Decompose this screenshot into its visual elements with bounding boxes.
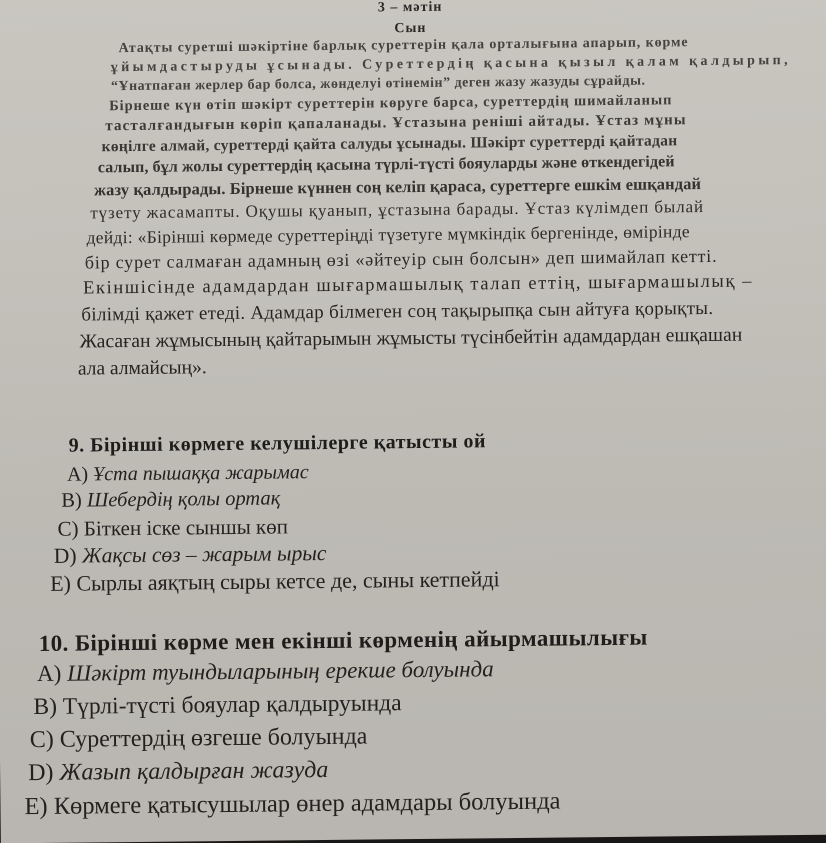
option-text: Жақсы сөз – жарым ырыс bbox=[81, 540, 327, 568]
passage-line: тасталғандығын көріп қапаланады. Ұстазына реніші айтады. Ұстаз мұны bbox=[105, 112, 687, 135]
passage-line: Бірнеше күн өтіп шәкірт суреттерін көруге барса, суреттердің шимайланып bbox=[109, 92, 673, 115]
question-10: 10. Бірінші көрме мен екінші көрменің айырмашылығы bbox=[38, 624, 648, 656]
option-10a bbox=[37, 656, 494, 687]
passage-line: Атақты суретші шәкіртіне барлық суреттерін қала орталығына апарып, көрме bbox=[118, 35, 689, 57]
option-text: Сырлы аяқтың сыры кетсе де, сыны кетпейді bbox=[76, 566, 500, 596]
passage-line: түзету жасамапты. Оқушы қуанып, ұстазына барады. Ұстаз күлімдеп былай bbox=[90, 197, 705, 223]
option-text: Шебердің қолы ортақ bbox=[86, 487, 281, 512]
passage-line: дейді: «Бірінші көрмеде суреттеріңді түзетуге мүмкіндік бергенінде, өмірінде bbox=[86, 221, 691, 248]
passage-line: білімді қажет етеді. Адамдар білмеген соң тақырыпқа сын айтуға қорықты. bbox=[81, 297, 714, 326]
passage-line: салып, бұл жолы суреттердің қасына түрлі-түсті бояуларды және өткендегідей bbox=[97, 153, 675, 177]
passage-line: Жасаған жұмысының қайтарымын жұмысты түсінбейтін адамдардан ешқашан bbox=[79, 324, 743, 353]
option-letter: D) bbox=[28, 759, 54, 787]
option-text: Көрмеге қатысушылар өнер адамдары болуында bbox=[53, 787, 561, 820]
option-9d bbox=[54, 541, 327, 569]
text-number: 3 – мәтін bbox=[377, 0, 443, 16]
option-text: Біткен іске сыншы көп bbox=[83, 514, 289, 541]
passage-line: жазу қалдырады. Бірнеше күннен соң келіп қараса, суреттерге ешкім ешқандай bbox=[93, 174, 702, 200]
option-letter: A) bbox=[36, 660, 62, 687]
option-letter: C) bbox=[29, 726, 54, 754]
option-letter: C) bbox=[57, 516, 79, 541]
text-title: Сын bbox=[394, 20, 427, 37]
option-letter: B) bbox=[33, 693, 58, 721]
option-9e bbox=[50, 566, 500, 597]
passage-line: ұйымдастыруды ұсынады. Суреттердің қасына қызыл қалам қалдырып, bbox=[110, 53, 792, 76]
option-letter: E) bbox=[50, 570, 72, 596]
option-letter: D) bbox=[53, 543, 77, 568]
passage-line: ала алмайсың». bbox=[77, 357, 207, 380]
option-9a bbox=[67, 461, 309, 487]
option-10e bbox=[24, 788, 560, 822]
question-9: 9. Бірінші көрмеге келушілерге қатысты ой bbox=[68, 430, 487, 457]
option-text: Түрлі-түсті бояулар қалдыруында bbox=[62, 690, 402, 720]
option-text: Жазып қалдырған жазуда bbox=[59, 756, 329, 786]
option-10c bbox=[30, 724, 368, 755]
passage-line: “Ұнатпаған жерлер бар болса, жөнделуі өтінемін” деген жазу жазуды сұрайды. bbox=[110, 73, 646, 95]
option-10d bbox=[28, 757, 328, 787]
option-letter: B) bbox=[61, 489, 82, 512]
option-9c bbox=[57, 514, 288, 541]
passage-line: Екіншісінде адамдардан шығармашылық талап еттің, шығармашылық – bbox=[82, 271, 754, 299]
option-text: Шәкірт туындыларының ерекше болуында bbox=[66, 656, 494, 686]
option-10b bbox=[33, 690, 401, 721]
passage-line: көңілге алмай, суреттерді қайта салуды ұсынады. Шәкірт суреттерді қайтадан bbox=[101, 132, 678, 156]
option-text: Суреттердің өзгеше болуында bbox=[59, 723, 368, 753]
option-letter: E) bbox=[24, 792, 48, 821]
option-letter: A) bbox=[66, 463, 89, 486]
option-9b bbox=[61, 487, 280, 512]
passage-line: бір сурет салмаған адамның өзі «әйтеуір сын болсын» деп шимайлап кетті. bbox=[84, 245, 718, 273]
option-text: Ұста пышаққа жарымас bbox=[93, 461, 309, 486]
